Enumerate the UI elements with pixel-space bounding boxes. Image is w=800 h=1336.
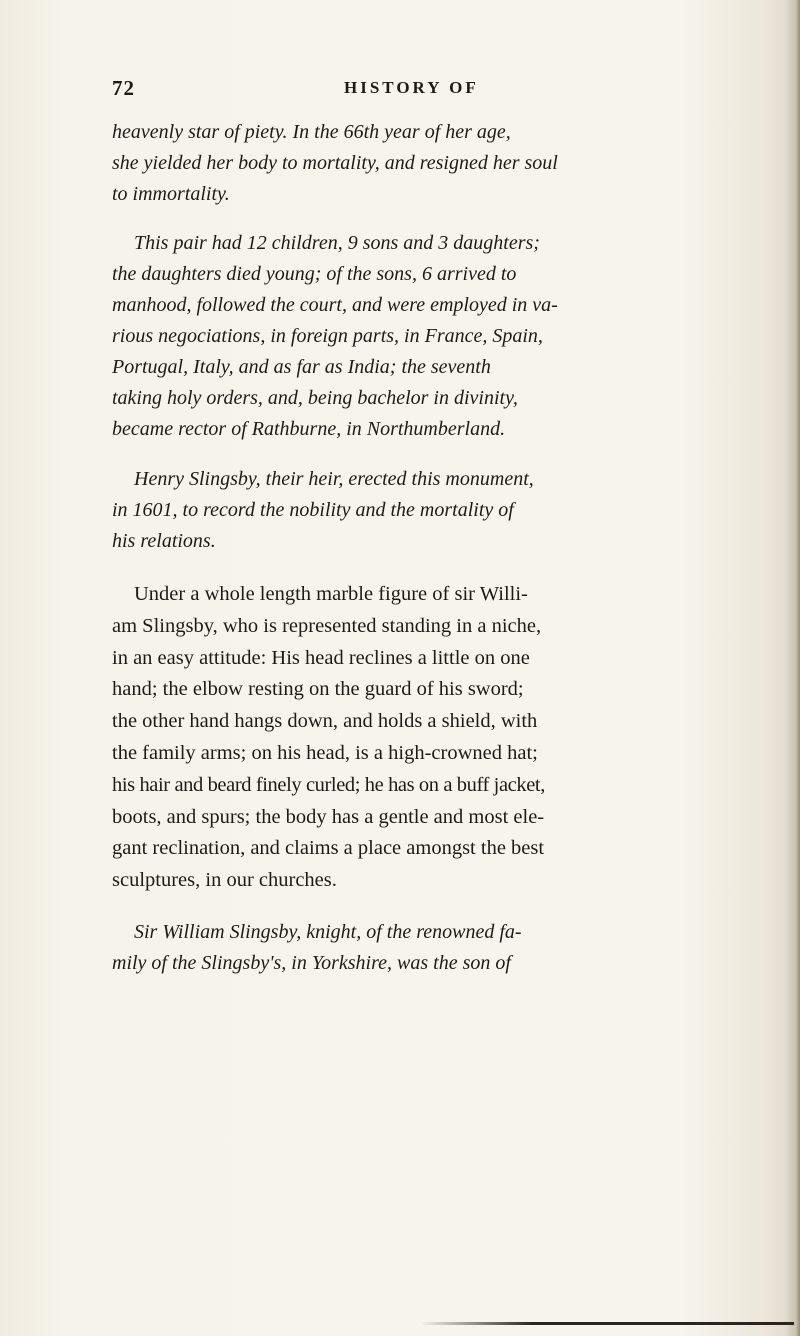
text-line: became rector of Rathburne, in Northumberland. [112,418,506,440]
bottom-rule [420,1322,794,1325]
text-line: heavenly star of piety. In the 66th year of her age, [112,121,511,143]
page-body [112,117,794,1001]
paragraph-epitaph-end [112,117,794,210]
text-line: This pair had 12 children, 9 sons and 3 daughters; [134,232,540,254]
text-line: to immortality. [112,183,230,205]
paragraph-children [112,228,794,445]
text-line: Sir William Slingsby, knight, of the renowned fa- [134,920,522,943]
running-title: HISTORY OF [344,78,479,97]
paragraph-monument [112,464,794,557]
text-line: Under a whole length marble figure of sir Willi- [134,583,528,605]
text-line: his relations. [112,530,216,552]
text-line: the daughters died young; of the sons, 6 arrived to [112,263,517,285]
text-line: the other hand hangs down, and holds a shield, with [112,710,538,733]
text-line: sculptures, in our churches. [112,869,337,892]
page-number: 72 [112,76,135,100]
text-line: in 1601, to record the nobility and the mortality of [112,499,514,521]
text-line: hand; the elbow resting on the guard of his sword; [112,678,524,701]
text-line: in an easy attitude: His head reclines a little on one [112,646,530,669]
paragraph-sir-william [112,917,794,979]
page-header [112,76,712,106]
text-line: his hair and beard finely curled; he has on a buff jacket, [112,773,545,796]
text-line: mily of the Slingsby's, in Yorkshire, was the son of [112,951,511,974]
text-line: gant reclination, and claims a place amongst the best [112,837,545,860]
text-line: taking holy orders, and, being bachelor in divinity, [112,387,518,409]
text-line: Portugal, Italy, and as far as India; the seventh [112,356,491,378]
text-line: she yielded her body to mortality, and resigned her soul [112,152,558,174]
text-line: Henry Slingsby, their heir, erected this monument, [134,468,534,490]
text-line: am Slingsby, who is represented standing in a niche, [112,614,542,637]
text-line: boots, and spurs; the body has a gentle and most ele- [112,805,545,828]
text-line: the family arms; on his head, is a high-crowned hat; [112,741,538,764]
text-line: manhood, followed the court, and were employed in va- [112,294,558,316]
paragraph-figure-description [112,579,794,897]
text-line: rious negociations, in foreign parts, in France, Spain, [112,325,543,347]
